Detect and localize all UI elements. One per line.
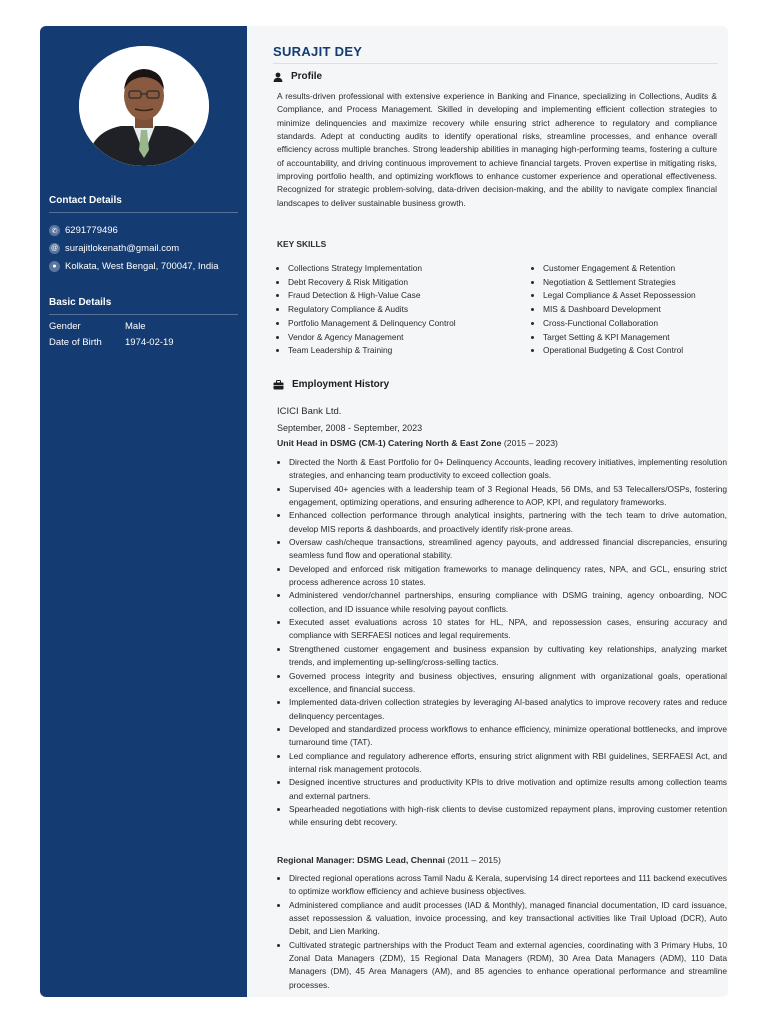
- role-title: Unit Head in DSMG (CM-1) Catering North & East Zone: [277, 438, 502, 448]
- list-item: • Enhanced collection performance through analytical insights, partnering with the tech team to drive automation, develop MIS reports & dashboards, and proactively identify risk-prone areas.: [289, 509, 727, 536]
- divider: [49, 314, 238, 315]
- role-regional-manager: [277, 855, 501, 865]
- phone-text: 6291779496: [65, 225, 118, 236]
- profile-heading: [273, 71, 322, 82]
- divider: [49, 212, 238, 213]
- list-item: • Customer Engagement & Retention: [543, 262, 696, 276]
- list-item: • Spearheaded negotiations with high-risk clients to devise customized repayment plans, improving customer retention while ensuring debt recovery.: [289, 803, 727, 830]
- phone-row: [49, 225, 118, 236]
- list-item: • Team Leadership & Training: [288, 344, 456, 358]
- address-row: [49, 261, 219, 272]
- list-item: • Administered vendor/channel partnerships, ensuring compliance with DSMG training, agency onboarding, NOC collection, and ID issuance while resolving payout conflicts.: [289, 589, 727, 616]
- dob-value: 1974-02-19: [125, 337, 174, 348]
- email-icon: @: [50, 245, 59, 252]
- sidebar: [40, 26, 247, 997]
- role-title: Regional Manager: DSMG Lead, Chennai: [277, 855, 445, 865]
- candidate-name: SURAJIT DEY: [273, 44, 363, 59]
- user-icon: [273, 72, 283, 82]
- profile-title: Profile: [291, 71, 323, 82]
- list-item: • Strengthened customer engagement and business expansion by cultivating key relationships, analyzing market trends, and implementing up-selling/cross-selling tactics.: [289, 643, 727, 670]
- list-item: • Directed the North & East Portfolio for 0+ Delinquency Accounts, leading recovery initiatives, implementing resolution strategies, and enhancing team productivity to exceed collection goals.: [289, 456, 727, 483]
- list-item: • Negotiation & Settlement Strategies: [543, 276, 696, 290]
- briefcase-icon: [273, 380, 284, 390]
- address-text: Kolkata, West Bengal, 700047, India: [65, 261, 219, 272]
- dob-row: [49, 337, 174, 348]
- profile-photo: [79, 46, 209, 166]
- list-item: • Debt Recovery & Risk Mitigation: [288, 276, 456, 290]
- list-item: • Regulatory Compliance & Audits: [288, 303, 456, 317]
- email-text: surajitlokenath@gmail.com: [65, 243, 180, 254]
- list-item: • Fraud Detection & High-Value Case: [288, 289, 456, 303]
- phone-icon: ✆: [49, 225, 60, 236]
- gender-value: Male: [125, 321, 146, 332]
- role-unit-head: [277, 438, 558, 448]
- list-item: • Vendor & Agency Management: [288, 331, 456, 345]
- role-years: (2011 – 2015): [444, 855, 501, 865]
- employment-dates: September, 2008 - September, 2023: [277, 423, 423, 433]
- list-item: • MIS & Dashboard Development: [543, 303, 696, 317]
- list-item: • Target Setting & KPI Management: [543, 331, 696, 345]
- list-item: • Operational Budgeting & Cost Control: [543, 344, 696, 358]
- key-skills-heading: KEY SKILLS: [277, 239, 327, 249]
- contact-details-heading: Contact Details: [49, 195, 122, 206]
- list-item: • Directed regional operations across Tamil Nadu & Kerala, supervising 14 direct reportees and 111 backend executives to optimize workflow efficiency and achieve business objectives.: [289, 872, 727, 899]
- list-item: • Developed and enforced risk mitigation frameworks to manage delinquency rates, NPA, and GCL, ensuring strict process adherence across 10 states.: [289, 563, 727, 590]
- list-item: • Led compliance and regulatory adherence efforts, ensuring strict alignment with RBI guidelines, SERFAESI Act, and internal risk management protocols.: [289, 750, 727, 777]
- role-years: (2015 – 2023): [501, 438, 558, 448]
- list-item: • Designed incentive structures and productivity KPIs to drive motivation and optimize results among collection teams and external partners.: [289, 776, 727, 803]
- role-regional-manager-bullets: [277, 872, 727, 992]
- divider: [273, 63, 718, 64]
- resume-page: [40, 26, 728, 997]
- list-item: • Portfolio Management & Delinquency Control: [288, 317, 456, 331]
- list-item: • Supervised 40+ agencies with a leadership team of 3 Regional Heads, 56 DMs, and 53 Telecallers/OSPs, fostering engagement, optimizing operations, and ensuring adherence to AOP, KPI, and regulatory frameworks.: [289, 483, 727, 510]
- list-item: • Cultivated strategic partnerships with the Product Team and external agencies, coordinating with 3 Primary Hubs, 10 Zonal Data Managers (ZDM), 15 Regional Data Managers (RDM), 30 Area Data Managers (ADM), 110 Data Managers (DM), 45 Area Managers (AM), and 85 agencies to enhance operational performance and streamline processes.: [289, 939, 727, 992]
- list-item: • Executed asset evaluations across 10 states for HL, NPA, and repossession cases, ensuring accuracy and compliance with SERFAESI notices and legal requirements.: [289, 616, 727, 643]
- list-item: • Administered compliance and audit processes (IAD & Monthly), managed financial documentation, ID card issuance, asset repossession & valuation, invoice processing, and key transactional activities like Trail Upload (DCR), Auto Debit, and Lien Marking.: [289, 899, 727, 939]
- employment-title: Employment History: [292, 379, 390, 390]
- company-name: ICICI Bank Ltd.: [277, 406, 342, 417]
- gender-row: [49, 321, 146, 332]
- list-item: • Developed and standardized process workflows to enhance efficiency, minimize operational bottlenecks, and improve turnaround time (TAT).: [289, 723, 727, 750]
- gender-label: Gender: [49, 321, 81, 332]
- employment-heading: [273, 379, 389, 390]
- list-item: • Collections Strategy Implementation: [288, 262, 456, 276]
- skills-list-left: [277, 262, 456, 358]
- skills-list-right: [532, 262, 696, 358]
- profile-text: A results-driven professional with extensive experience in Banking and Finance, specializing in Collections, Audits & Compliance, and Process Management. Skilled in developing and implementing efficient collection strategies to minimize delinquencies and maximize recovery while ensuring strict adherence to regulatory and compliance standards. Adept at conducting audits to identify operational risks, streamline processes, and enhance overall efficiency across multiple branches. Strong leadership abilities in managing high-performing teams, fostering a culture of accountability, and driving continuous improvement to achieve financial targets. Proven expertise in mitigating risks, improving portfolio health, and optimizing workflows to enhance customer experience and operational effectiveness. Recognized for strategic problem-solving, data-driven decision-making, and the ability to navigate complex financial landscapes to deliver sustainable business growth.: [277, 91, 717, 208]
- list-item: • Legal Compliance & Asset Repossession: [543, 289, 696, 303]
- list-item: • Governed process integrity and business objectives, ensuring alignment with organizational goals, operational excellence, and financial success.: [289, 670, 727, 697]
- role-unit-head-bullets: [277, 456, 727, 830]
- list-item: • Implemented data-driven collection strategies by leveraging AI-based analytics to improve recovery rates and reduce delinquency percentages.: [289, 696, 727, 723]
- email-row: [49, 243, 179, 254]
- list-item: • Cross-Functional Collaboration: [543, 317, 696, 331]
- dob-label: Date of Birth: [49, 337, 102, 348]
- location-icon: ●: [49, 261, 60, 272]
- list-item: • Oversaw cash/cheque transactions, streamlined agency payouts, and addressed financial discrepancies, ensuring seamless fund flow and operational stability.: [289, 536, 727, 563]
- basic-details-heading: Basic Details: [49, 297, 112, 308]
